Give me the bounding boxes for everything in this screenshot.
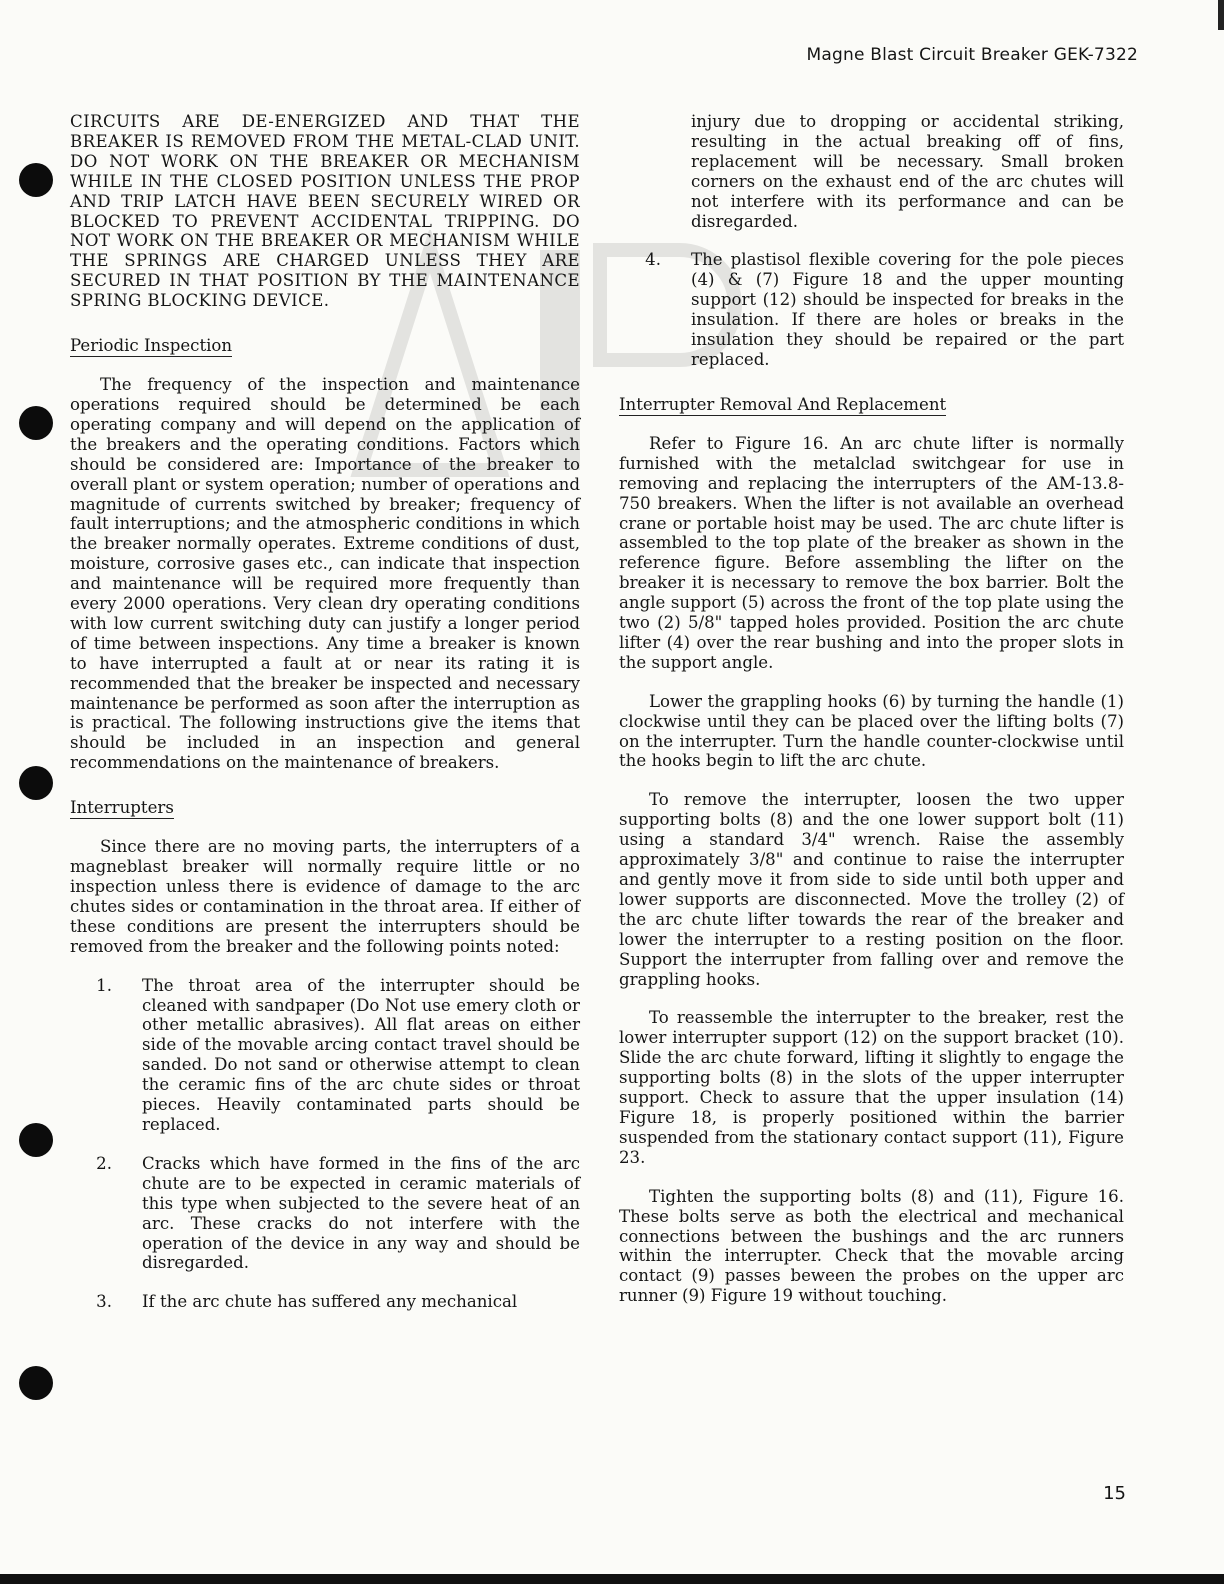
safety-warning: CIRCUITS ARE DE-ENERGIZED AND THAT THE BREAKER IS REMOVED FROM THE METAL-CLAD UNIT. DO NOT WORK ON THE BREAKER OR MECHANISM WHILE IN THE CLOSED POSITION UNLESS THE PROP AND TRIP LATCH HAVE BEEN SECURELY WIRED OR BLOCKED TO PREVENT ACCIDENTAL TRIPPING. DO NOT WORK ON THE BREAKER OR MECHANISM WHILE THE SPRINGS ARE CHARGED UNLESS THEY ARE SECURED IN THAT POSITION BY THE MAINTENANCE SPRING BLOCKING DEVICE.: [70, 112, 580, 311]
list-item-number: 1.: [96, 975, 112, 995]
list-item-number: 3.: [96, 1292, 112, 1312]
scan-bottom-edge: [0, 1574, 1224, 1584]
page-number: 15: [1103, 1483, 1126, 1504]
list-item-text: The throat area of the interrupter should be cleaned with sandpaper (Do Not use emery cloth or other metallic abrasives). All flat areas on either side of the movable arcing contact travel should be sanded. Do not sand or otherwise attempt to clean the ceramic fins of the arc chute sides or throat pieces. Heavily contaminated parts should be replaced.: [142, 975, 580, 1134]
scan-edge-mark: [1218, 0, 1224, 30]
removal-paragraph: To remove the interrupter, loosen the two upper supporting bolts (8) and the one lower support bolt (11) using a standard 3/4" wrench. Raise the assembly approximately 3/8" and continue to raise the interrupter and gently move it from side to side until both upper and lower supports are disconnected. Move the trolley (2) of the arc chute lifter towards the rear of the breaker and lower the interrupter to a resting position on the floor. Support the interrupter from falling over and remove the grappling hooks.: [619, 790, 1124, 989]
list-item: [70, 1292, 580, 1312]
right-column: [619, 112, 1124, 1325]
page-header: Magne Blast Circuit Breaker GEK-7322: [806, 45, 1138, 65]
list-item: [70, 1154, 580, 1273]
binder-hole: [19, 1366, 53, 1400]
list-item-number: 4.: [645, 250, 661, 270]
removal-paragraph: Lower the grappling hooks (6) by turning the handle (1) clockwise until they can be placed over the lifting bolts (7) on the interrupter. Turn the handle counter-clockwise until the hooks begin to lift the arc chute.: [619, 691, 1124, 771]
removal-paragraph: To reassemble the interrupter to the breaker, rest the lower interrupter support (12) on the support bracket (10). Slide the arc chute forward, lifting it slightly to engage the supporting bolts (8) in the slots of the upper interrupter support. Check to assure that the upper insulation (14) Figure 18, is properly positioned within the barrier suspended from the stationary contact support (11), Figure 23.: [619, 1008, 1124, 1167]
list-item-text: Cracks which have formed in the fins of the arc chute are to be expected in ceramic materials of this type when subjected to the severe heat of an arc. These cracks do not interfere with the operation of the device in any way and should be disregarded.: [142, 1153, 580, 1273]
binder-hole: [19, 406, 53, 440]
removal-paragraph: Tighten the supporting bolts (8) and (11), Figure 16. These bolts serve as both the electrical and mechanical connections between the bushings and the arc runners within the interrupter. Check that the movable arcing contact (9) passes beween the probes on the upper arc runner (9) Figure 19 without touching.: [619, 1186, 1124, 1306]
section-heading-interrupter-removal: Interrupter Removal And Replacement: [619, 394, 947, 414]
list-item-text: If the arc chute has suffered any mechanical: [142, 1292, 518, 1312]
binder-hole: [19, 163, 53, 197]
list-item-text: The plastisol flexible covering for the pole pieces (4) & (7) Figure 18 and the upper mounting support (12) should be inspected for breaks in the insulation. If there are holes or breaks in the insulation they should be repaired or the part replaced.: [691, 250, 1124, 369]
list-item-number: 2.: [96, 1153, 112, 1173]
left-column: [70, 112, 580, 1331]
list-item-continuation: injury due to dropping or accidental striking, resulting in the actual breaking off of fins, replacement will be necessary. Small broken corners on the exhaust end of the arc chutes will not interfere with its performance and can be disregarded.: [691, 112, 1124, 231]
list-item: [619, 250, 1124, 369]
removal-paragraph: Refer to Figure 16. An arc chute lifter is normally furnished with the metalclad switchgear for use in removing and replacing the interrupters of the AM-13.8-750 breakers. When the lifter is not available an overhead crane or portable hoist may be used. The arc chute lifter is assembled to the top plate of the breaker as shown in the reference figure. Before assembling the lifter on the breaker it is necessary to remove the box barrier. Bolt the angle support (5) across the front of the top plate using the two (2) 5/8" tapped holes provided. Position the arc chute lifter (4) over the rear bushing and into the proper slots in the support angle.: [619, 433, 1124, 672]
section-heading-periodic-inspection: Periodic Inspection: [70, 336, 233, 356]
binder-hole: [19, 766, 53, 800]
interrupters-paragraph: Since there are no moving parts, the interrupters of a magneblast breaker will normally require little or no inspection unless there is evidence of damage to the arc chutes sides or contamination in the throat area. If either of these conditions are present the interrupters should be removed from the breaker and the following points noted:: [70, 837, 580, 956]
section-heading-interrupters: Interrupters: [70, 798, 174, 818]
list-item: [70, 976, 580, 1135]
periodic-inspection-paragraph: The frequency of the inspection and maintenance operations required should be determined be each operating company and will depend on the application of the breakers and the operating conditions. Factors which should be considered are: Importance of the breaker to overall plant or system operation; number of operations and magnitude of currents switched by breaker; frequency of fault interruptions; and the atmospheric conditions in which the breaker normally operates. Extreme conditions of dust, moisture, corrosive gases etc., can indicate that inspection and maintenance will be required more frequently than every 2000 operations. Very clean dry operating conditions with low current switching duty can justify a longer period of time between inspections. Any time a breaker is known to have interrupted a fault at or near its rating it is recommended that the breaker be inspected and necessary maintenance be performed as soon after the interruption as is practical. The following instructions give the items that should be included in an inspection and general recommendations on the maintenance of breakers.: [70, 375, 580, 773]
binder-hole: [19, 1123, 53, 1157]
